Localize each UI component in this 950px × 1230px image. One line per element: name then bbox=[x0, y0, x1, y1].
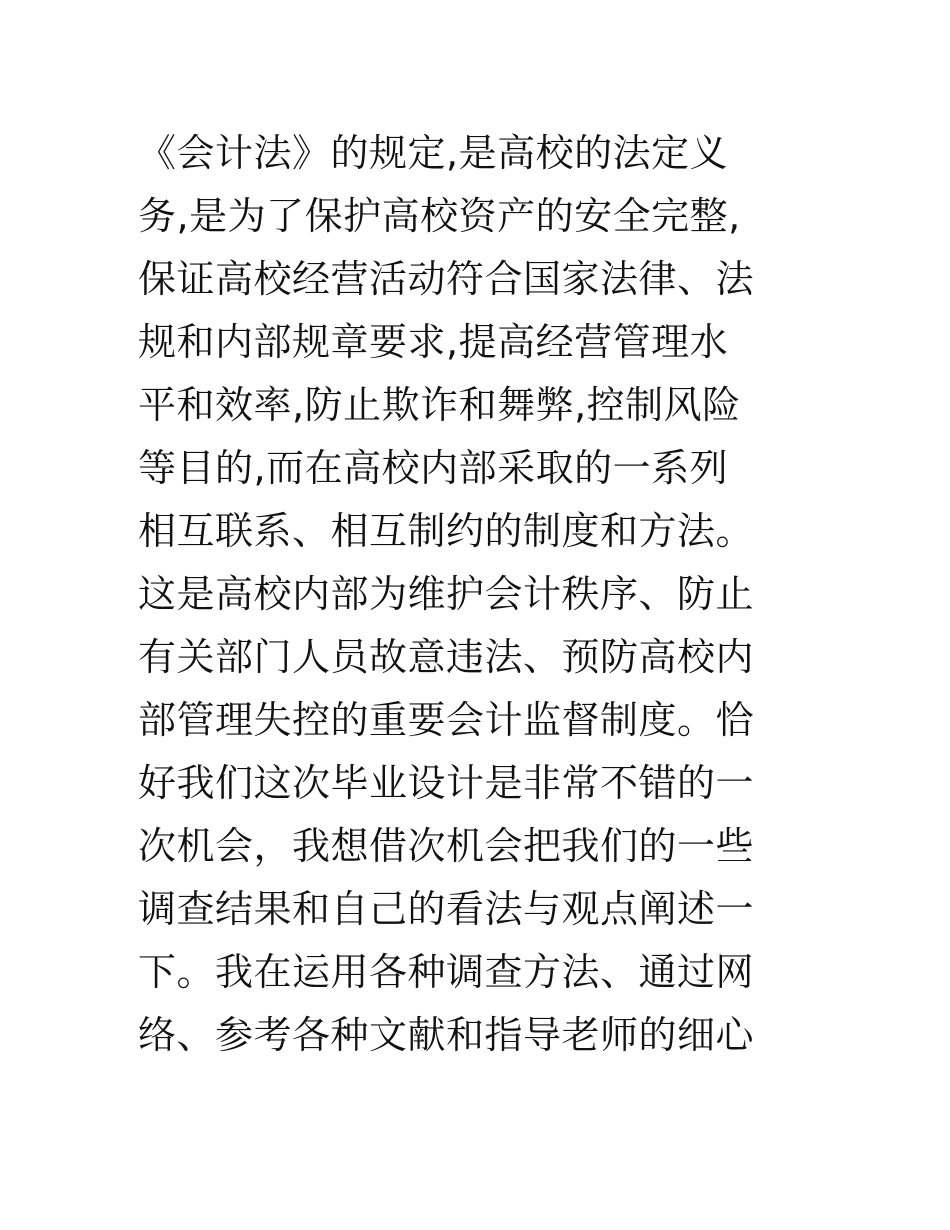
text-line: 务,是为了保护高校资产的安全完整, bbox=[138, 194, 741, 238]
text-line: 保证高校经营活动符合国家法律、法 bbox=[138, 257, 755, 301]
text-line: 平和效率,防止欺诈和舞弊,控制风险 bbox=[138, 383, 741, 427]
text-line: 相互联系、相互制约的制度和方法。 bbox=[138, 509, 755, 553]
text-line: 络、参考各种文献和指导老师的细心 bbox=[138, 1013, 755, 1057]
text-line: 有关部门人员故意违法、预防高校内 bbox=[138, 635, 755, 679]
text-line: 这是高校内部为维护会计秩序、防止 bbox=[138, 572, 755, 616]
body-paragraph bbox=[138, 122, 818, 1067]
text-line: 规和内部规章要求,提高经营管理水 bbox=[138, 320, 729, 364]
text-line: 调查结果和自己的看法与观点阐述一 bbox=[138, 887, 755, 931]
text-line: 下。我在运用各种调查方法、通过网 bbox=[138, 950, 755, 994]
text-line: 《会计法》的规定,是高校的法定义 bbox=[138, 131, 729, 175]
text-line: 好我们这次毕业设计是非常不错的一 bbox=[138, 761, 755, 805]
text-line: 次机会，我想借次机会把我们的一些 bbox=[138, 824, 755, 868]
text-line: 等目的,而在高校内部采取的一系列 bbox=[138, 446, 729, 490]
text-line: 部管理失控的重要会计监督制度。恰 bbox=[138, 698, 755, 742]
